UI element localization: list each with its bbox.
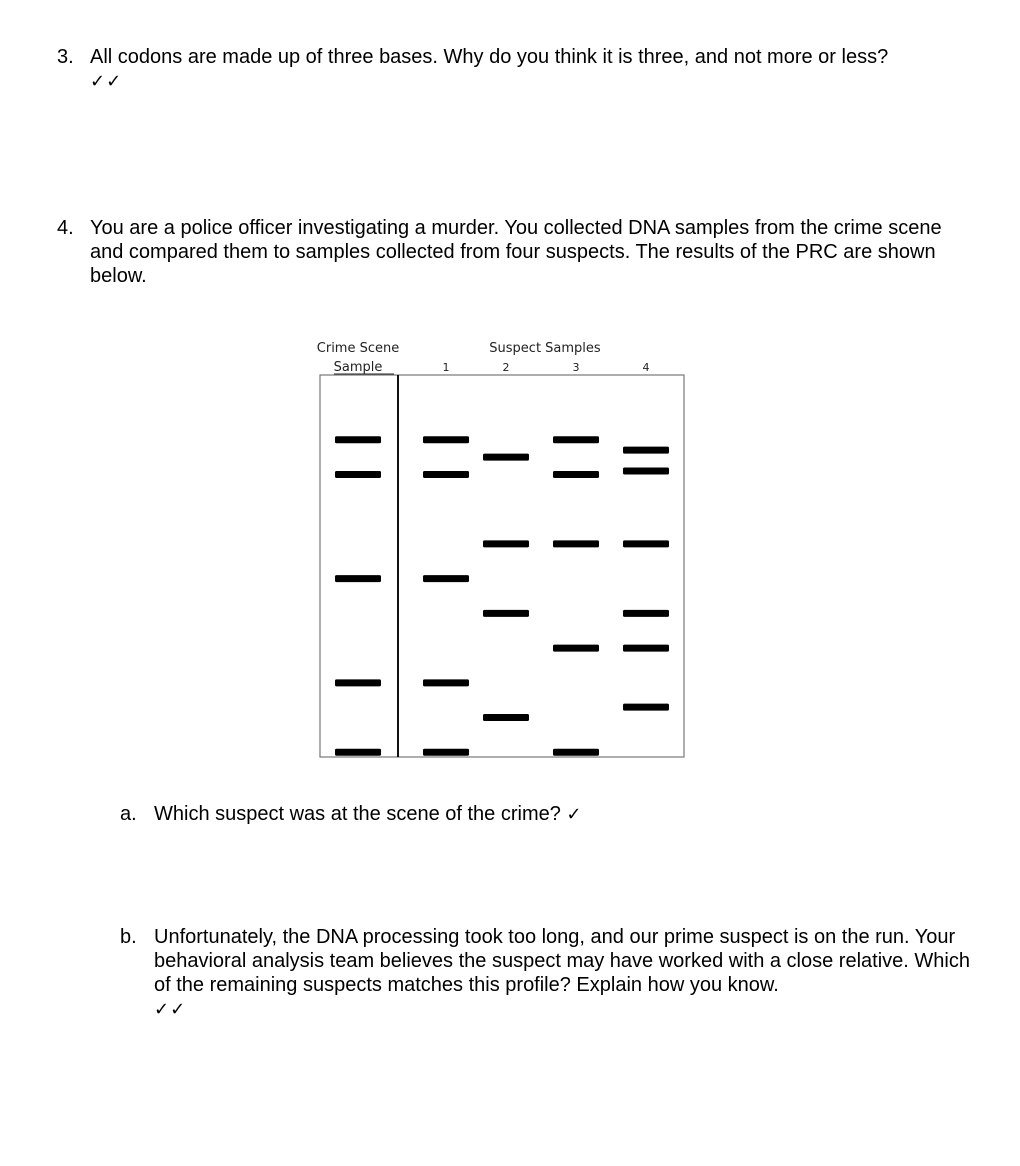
question-text: Unfortunately, the DNA processing took too long, and our prime suspect is on the run. Your behavioral analysis team believes the suspect may have worked with a close relative. Which of the remaining suspects matches this profile? Explain how you know. ✓✓ <box>154 926 970 1020</box>
band-lane-4-0 <box>623 447 669 454</box>
question-text: Which suspect was at the scene of the crime? ✓ <box>154 803 583 825</box>
lane-numbers <box>443 361 650 374</box>
band-lane-3-1 <box>553 471 599 478</box>
band-lane-4-4 <box>623 645 669 652</box>
band-lane-3-0 <box>553 436 599 443</box>
band-lane-4-2 <box>623 540 669 547</box>
question-3 <box>57 45 977 105</box>
lane-label-crime-scene-line2: Sample <box>333 360 383 375</box>
lane-number-2: 2 <box>502 361 510 374</box>
band-lane-1-1 <box>423 471 469 478</box>
gel-chart <box>300 335 700 765</box>
lane-number-4: 4 <box>642 361 650 374</box>
question-number: 3. <box>57 46 74 68</box>
band-lane-2-3 <box>483 714 529 721</box>
band-lane-0-0 <box>335 436 381 443</box>
band-lane-4-3 <box>623 610 669 617</box>
band-lane-1-0 <box>423 436 469 443</box>
lane-number-1: 1 <box>442 361 450 374</box>
question-text: All codons are made up of three bases. Why do you think it is three, and not more or less? ✓✓ <box>90 46 889 92</box>
question-text: You are a police officer investigating a murder. You collected DNA samples from the crime scene and compared them to samples collected from four suspects. The results of the PRC are shown below. <box>90 217 942 287</box>
band-lane-0-2 <box>335 575 381 582</box>
band-lane-1-3 <box>423 679 469 686</box>
check-marks: ✓✓ <box>90 71 123 92</box>
check-marks: ✓✓ <box>154 999 187 1020</box>
question-letter: a. <box>120 803 137 825</box>
band-lane-4-1 <box>623 467 669 474</box>
band-lane-0-4 <box>335 749 381 756</box>
band-lane-2-1 <box>483 540 529 547</box>
lane-number-3: 3 <box>572 361 580 374</box>
lane-label-crime-scene-line1: Crime Scene <box>316 341 400 356</box>
question-4b <box>120 925 1000 1025</box>
band-lane-0-3 <box>335 679 381 686</box>
band-lane-2-0 <box>483 454 529 461</box>
band-lane-3-2 <box>553 540 599 547</box>
gel-frame <box>320 375 684 757</box>
question-4 <box>57 216 977 296</box>
question-letter: b. <box>120 926 137 948</box>
band-lane-0-1 <box>335 471 381 478</box>
check-marks: ✓ <box>566 804 583 825</box>
band-lane-3-3 <box>553 645 599 652</box>
dna-gel-figure <box>300 335 700 765</box>
question-number: 4. <box>57 217 74 239</box>
band-lane-3-4 <box>553 749 599 756</box>
band-lane-1-2 <box>423 575 469 582</box>
band-lane-1-4 <box>423 749 469 756</box>
suspect-samples-header: Suspect Samples <box>489 341 601 356</box>
band-lane-2-2 <box>483 610 529 617</box>
question-4a <box>120 802 980 832</box>
band-lane-4-5 <box>623 704 669 711</box>
